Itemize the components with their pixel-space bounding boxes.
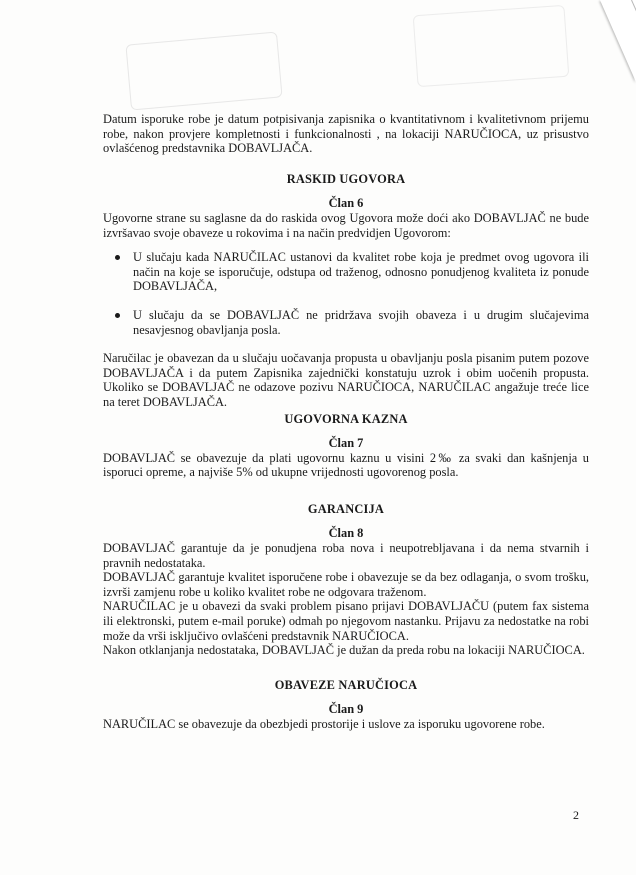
article-8-paragraph: NARUČILAC je u obavezi da svaki problem pisano prijavi DOBAVLJAČU (putem fax sistema ili elektronski, putem e-mail poruke) odmah po njegovom nastanku. Prijavu za nedostatke na robi može da vrši isključivo ovlašćeni predstavnik NARUČIOCA. (103, 599, 589, 643)
article-6-lead: Ugovorne strane su saglasne da do raskida ovog Ugovora može doći ako DOBAVLJAČ ne bude izvršavao svoje obaveze u rokovima i na način predvidjen Ugovorom: (103, 210, 589, 240)
article-8-paragraph: Nakon otklanjanja nedostataka, DOBAVLJAČ je dužan da preda robu na lokaciji NARUČIOCA. (103, 643, 585, 658)
bullet-icon (115, 313, 120, 318)
faint-stamp-right (413, 5, 570, 87)
section-heading-raskid: RASKID UGOVORA (286, 171, 406, 186)
section-heading-kazna: UGOVORNA KAZNA (284, 411, 408, 426)
article-8-paragraph: DOBAVLJAČ garantuje kvalitet isporučene robe i obavezuje se da bez odlaganja, o svom trošku, izvrši zamjenu robe u koliko kvalitet robe ne odgovara traženom. (103, 570, 589, 599)
section-heading-obaveze: OBAVEZE NARUČIOCA (274, 677, 418, 692)
bullet-icon (115, 255, 120, 260)
page-number: 2 (573, 808, 579, 822)
article-9-text: NARUČILAC se obavezuje da obezbjedi prostorije i uslove za isporuku ugovorene robe. (103, 717, 545, 731)
faint-stamp-left (125, 32, 282, 111)
list-item: U slučaju da se DOBAVLJAČ ne pridržava svojih obaveza i u drugim slučajevima nesavjesnog obavljanja posla. (103, 308, 589, 337)
article-7-title: Član 7 (328, 436, 364, 451)
article-8-title: Član 8 (328, 526, 364, 541)
article-6-closing: Naručilac je obavezan da u slučaju uočavanja propusta u obavljanju posla pisanim putem pozove DOBAVLJAČA i da putem Zapisnika zajednički konstatuju uzrok i obim uočenih propusta. Ukoliko se DOBAVLJAČ ne odazove pozivu NARUČIOCA, NARUČILAC angažuje treće lice na teret DOBAVLJAČA. (103, 351, 589, 409)
article-6-bullet-list (103, 250, 589, 337)
article-7-text: DOBAVLJAČ se obavezuje da plati ugovornu kaznu u visini 2‰ za svaki dan kašnjenja u isporuci opreme, a najviše 5% od ukupne vrijednosti ugovorenog posla. (103, 450, 589, 480)
article-8-paragraph: DOBAVLJAČ garantuje da je ponudjena roba nova i neupotrebljavana i da nema stvarnih i pravnih nedostataka. (103, 541, 589, 570)
article-9-title: Član 9 (328, 702, 364, 717)
page-corner-fold (600, 0, 636, 82)
list-item: U slučaju kada NARUČILAC ustanovi da kvalitet robe koja je predmet ovog ugovora ili način na koje se isporučuje, odstupa od traženog, odnosno ponudjenog kvaliteta iz ponude DOBAVLJAČA, (103, 250, 589, 294)
section-heading-garancija: GARANCIJA (307, 501, 385, 516)
intro-paragraph: Datum isporuke robe je datum potpisivanja zapisnika o kvantitativnom i kvalitetivnom prijemu robe, nakon provjere kompletnosti i funkcionalnosti , na lokaciji NARUČIOCA, uz prisustvo ovlašćenog predstavnika DOBAVLJAČA. (103, 112, 589, 156)
article-6-title: Član 6 (328, 196, 364, 211)
document-body (103, 112, 589, 732)
